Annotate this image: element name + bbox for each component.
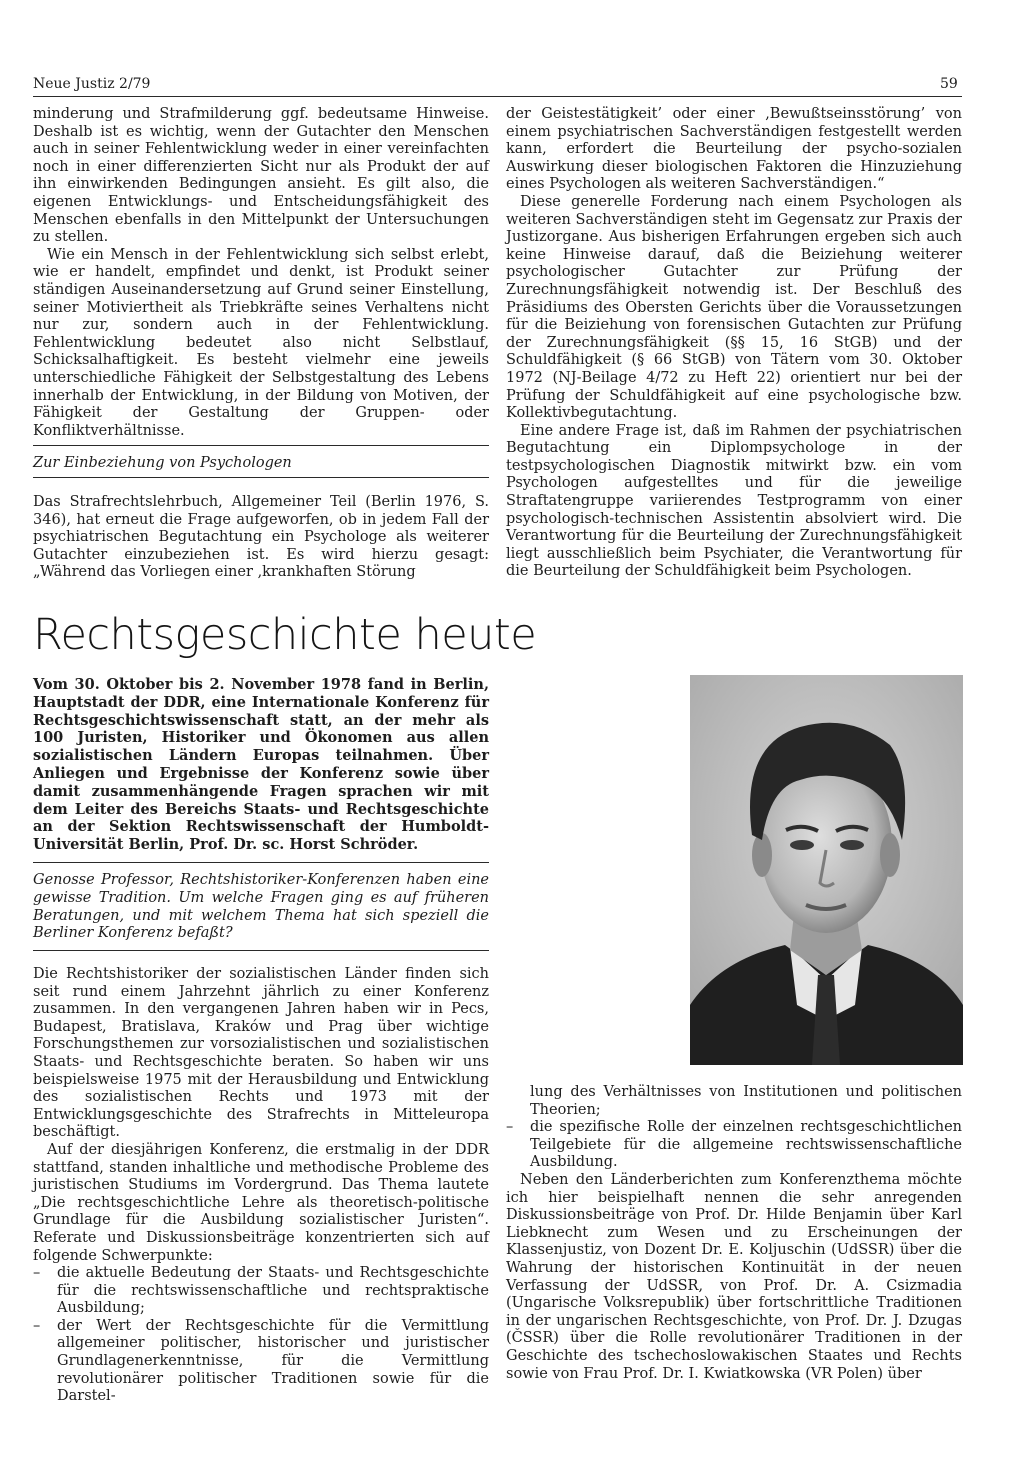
list-item: – die spezifische Rolle der einzelnen rechtsgeschichtlichen Teilgebiete für die allgemeine rechtswissenschaftliche Ausbildung. bbox=[506, 1119, 962, 1171]
portrait-photo bbox=[690, 675, 963, 1065]
portrait-image bbox=[690, 675, 963, 1065]
section-subheading: Zur Einbeziehung von Psychologen bbox=[33, 455, 292, 471]
paragraph: Neben den Länderberichten zum Konferenzthema möchte ich hier beispielhaft nennen die sehr anregenden Diskussionsbeiträge von Prof. Dr. Hilde Benjamin über Karl Liebknecht zum Wesen und zu Erscheinungen der Klassenjustiz, von Dozent Dr. E. Koljuschin (UdSSR) über die Wahrung der historischen Kontinuität in der neuen Verfassung der UdSSR, von Prof. Dr. A. Csizmadia (Ungarische Volksrepublik) über fortschrittliche Traditionen in der ungarischen Rechtsgeschichte, von Prof. Dr. J. Dzugas (ČSSR) über die Rolle revolutionärer Traditionen in der Geschichte des tschechoslowakischen Staates und Rechts sowie von Frau Prof. Dr. I. Kwiatkowska (VR Polen) über bbox=[506, 1171, 962, 1382]
article-title: Rechtsgeschichte heute bbox=[33, 610, 537, 660]
list-item-text: der Wert der Rechtsgeschichte für die Vermittlung allgemeiner politischer, historischer und juristischer Grundlagenerkenntnisse, für die Vermittlung revolutionärer politischer Traditionen sowie für die Darstel- bbox=[57, 1317, 489, 1405]
article-lead: Vom 30. Oktober bis 2. November 1978 fand in Berlin, Hauptstadt der DDR, eine Internationale Konferenz für Rechtsgeschichtswissenschaft statt, an der mehr als 100 Juristen, Historiker und Ökonomen aus allen sozialistischen Ländern Europas teilnahmen. Über Anliegen und Ergebnisse der Konferenz sowie über damit zusammenhängende Fragen sprachen wir mit dem Leiter des Bereichs Staats- und Rechtsgeschichte an der Sektion Rechtswissenschaft der Humboldt-Universität Berlin, Prof. Dr. sc. Horst Schröder. bbox=[33, 676, 489, 854]
section-rule bbox=[33, 477, 489, 478]
header-rule bbox=[33, 96, 962, 97]
list-item: – der Wert der Rechtsgeschichte für die Vermittlung allgemeiner politischer, historischer und juristischer Grundlagenerkenntnisse, für die Vermittlung revolutionärer politischer Traditionen sowie für die Darstel- bbox=[33, 1317, 489, 1405]
paragraph: Auf der diesjährigen Konferenz, die erstmalig in der DDR stattfand, standen inhaltliche und methodische Probleme des juristischen Studiums im Vordergrund. Das Thema lautete „Die rechtsgeschichtliche Lehre als theoretisch-politische Grundlage für die Ausbildung sozialistischer Juristen“. Referate und Diskussionsbeiträge konzentrierten sich auf folgende Schwerpunkte: bbox=[33, 1141, 489, 1264]
journal-issue: Neue Justiz 2/79 bbox=[33, 76, 151, 92]
answer-right-column bbox=[506, 1084, 962, 1383]
paragraph: Das Strafrechtslehrbuch, Allgemeiner Teil (Berlin 1976, S. 346), hat erneut die Frage aufgeworfen, ob in jedem Fall der psychiatrischen Begutachtung ein Psychologe als weiterer Gutachter einzubeziehen ist. Es wird hierzu gesagt: „Während das Vorliegen einer ‚krankhaften Störung bbox=[33, 494, 489, 581]
interview-question: Genosse Professor, Rechtshistoriker-Konferenzen haben eine gewisse Tradition. Um welche Fragen ging es auf früheren Beratungen, und mit welchem Thema hat sich speziell die Berliner Konferenz befaßt? bbox=[33, 872, 489, 942]
paragraph: Eine andere Frage ist, daß im Rahmen der psychiatrischen Begutachtung ein Diplompsychologe in der testpsychologischen Diagnostik mitwirkt bzw. ein vom Psychologen aufgestelltes und für die jeweilige Straftatengruppe variierendes Testprogramm von einer psychologisch-technischen Assistentin absolviert wird. Die Verantwortung für die Beurteilung der Zurechnungsfähigkeit liegt ausschließlich beim Psychiater, die Verantwortung für die Beurteilung der Schuldfähigkeit beim Psychologen. bbox=[506, 422, 962, 580]
section-rule bbox=[33, 445, 489, 446]
list-item-text: die aktuelle Bedeutung der Staats- und Rechtsgeschichte für die rechtswissenschaftliche und rechtspraktische Ausbildung; bbox=[57, 1265, 489, 1317]
paragraph: Wie ein Mensch in der Fehlentwicklung sich selbst erlebt, wie er handelt, empfindet und denkt, ist Produkt seiner ständigen Auseinandersetzung auf Grund seiner Einstellung, seiner Motiviertheit als Triebkräfte seines Verhaltens nicht nur zur, sondern auch in der Fehlentwicklung. Fehlentwicklung bedeutet also nicht Selbstlauf, Schicksalhaftigkeit. Es besteht vielmehr eine jeweils unterschiedliche Fähigkeit der Selbstgestaltung des Lebens innerhalb der Entwicklung, in der Bildung von Motiven, der Fähigkeit der Gestaltung der Gruppen- oder Konfliktverhältnisse. bbox=[33, 246, 489, 439]
question-rule bbox=[33, 862, 489, 863]
top-right-column bbox=[506, 106, 962, 581]
answer-left-column bbox=[33, 966, 489, 1406]
page-number: 59 bbox=[940, 76, 958, 92]
paragraph: Die Rechtshistoriker der sozialistischen Länder finden sich seit rund einem Jahrzehnt jährlich zu einer Konferenz zusammen. In den vergangenen Jahren haben wir in Pecs, Budapest, Bratislava, Kraków und Prag über wichtige Forschungsthemen zur vorsozialistischen und sozialistischen Staats- und Rechtsgeschichte beraten. So haben wir uns beispielsweise 1975 mit der Herausbildung und Entwicklung des sozialistischen Rechts und 1973 mit der Entwicklungsgeschichte des Strafrechts in Mitteleuropa beschäftigt. bbox=[33, 966, 489, 1141]
list-item-continuation: lung des Verhältnisses von Institutionen und politischen Theorien; bbox=[530, 1084, 962, 1118]
paragraph: minderung und Strafmilderung ggf. bedeutsame Hinweise. Deshalb ist es wichtig, wenn der Gutachter den Menschen auch in seiner Fehlentwicklung weder in einer vereinfachten noch in einer differenzierten Sicht nur als Produkt der auf ihn einwirkenden Bedingungen ansieht. Es gilt also, die eigenen Entwicklungs- und Entscheidungsfähigkeit des Menschen ebenfalls in den Mittelpunkt der Untersuchungen zu stellen. bbox=[33, 106, 489, 246]
list-item-text: die spezifische Rolle der einzelnen rechtsgeschichtlichen Teilgebiete für die allgemeine rechtswissenschaftliche Ausbildung. bbox=[530, 1119, 962, 1171]
list-item: – die aktuelle Bedeutung der Staats- und Rechtsgeschichte für die rechtswissenschaftliche und rechtspraktische Ausbildung; bbox=[33, 1265, 489, 1317]
top-left-column bbox=[33, 106, 489, 440]
top-left-continuation bbox=[33, 494, 489, 582]
paragraph: Diese generelle Forderung nach einem Psychologen als weiteren Sachverständigen steht im Gegensatz zur Praxis der Justizorgane. Aus bisherigen Erfahrungen ergeben sich auch keine Hinweise darauf, daß die Beiziehung weiterer psychologischer Gutachter zur Prüfung der Zurechnungsfähigkeit notwendig ist. Der Beschluß des Präsidiums des Obersten Gerichts über die Voraussetzungen für die Beiziehung von forensischen Gutachten zur Prüfung der Zurechnungsfähigkeit (§§ 15, 16 StGB) und der Schuldfähigkeit (§ 66 StGB) von Tätern vom 30. Oktober 1972 (NJ-Beilage 4/72 zu Heft 22) orientiert nur bei der Prüfung der Schuldfähigkeit auf eine psychologische bzw. Kollektivbegutachtung. bbox=[506, 193, 962, 422]
paragraph: der Geistestätigkeit’ oder einer ‚Bewußtseinsstörung’ von einem psychiatrischen Sachverständigen festgestellt werden kann, erfordert die Beurteilung der psycho-sozialen Auswirkung dieser biologischen Faktoren die Hinzuziehung eines Psychologen als weiteren Sachverständigen.“ bbox=[506, 106, 962, 193]
question-rule bbox=[33, 950, 489, 951]
